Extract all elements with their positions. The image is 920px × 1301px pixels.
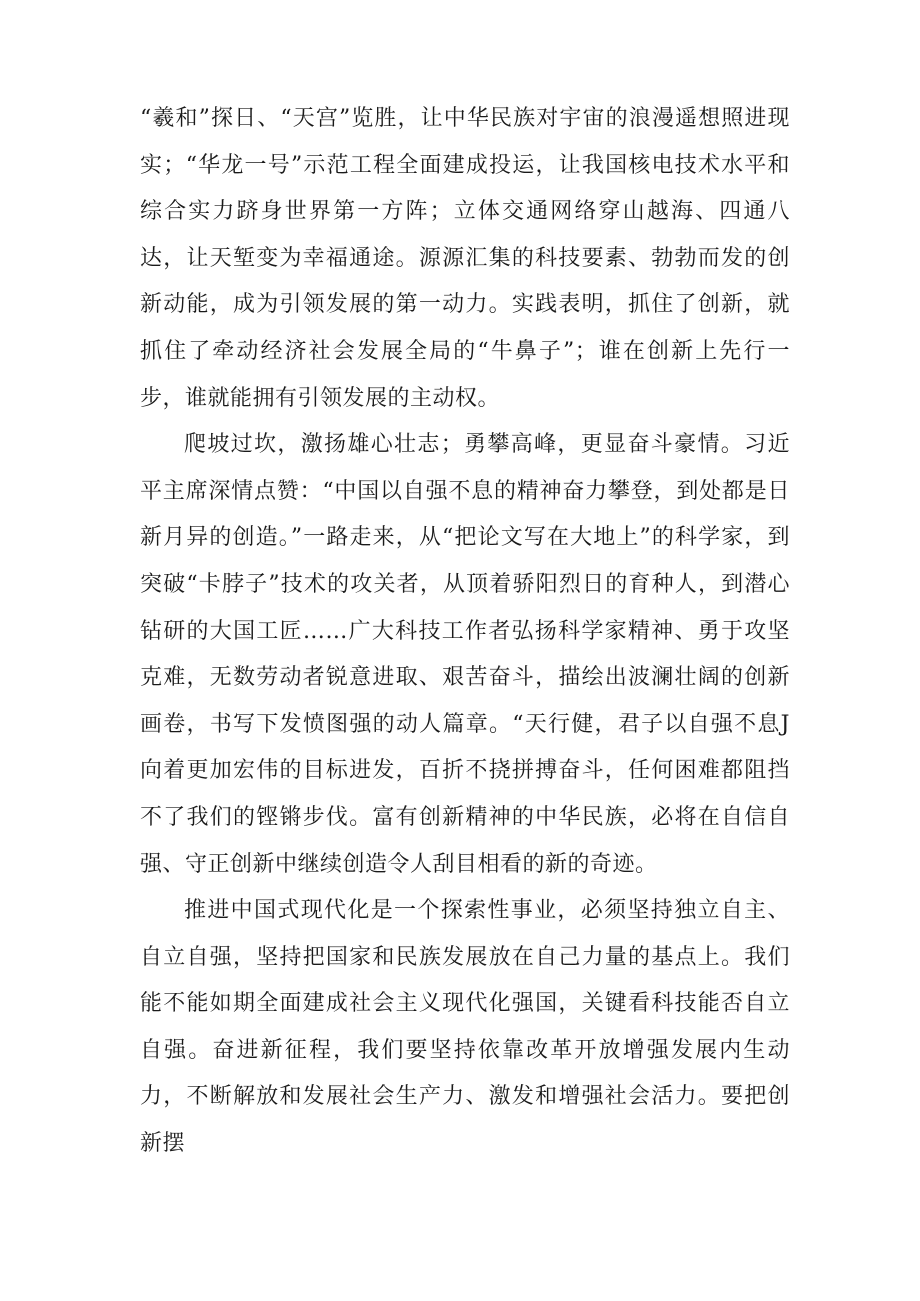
paragraph-2: 爬坡过坎，激扬雄心壮志；勇攀高峰，更显奋斗豪情。习近平主席深情点赞：“中国以自强不息的精神奋力攀登，到处都是日新月异的创造。”一路走来，从“把论文写在大地上”的科学家，到突破“卡脖子”技术的攻关者，从顶着骄阳烈日的育种人，到潜心钻研的大国工匠……广大科技工作者弘扬科学家精神、勇于攻坚克难，无数劳动者锐意进取、艰苦奋斗，描绘出波澜壮阔的创新画卷，书写下发愤图强的动人篇章。“天行健，君子以自强不息J向着更加宏伟的目标进发，百折不挠拼搏奋斗，任何困难都阻挡不了我们的铿锵步伐。富有创新精神的中华民族，必将在自信自强、守正创新中继续创造令人刮目相看的新的奇迹。: [140, 432, 790, 877]
document-page: [140, 96, 790, 1168]
paragraph-1: “羲和”探日、“天宫”览胜，让中华民族对宇宙的浪漫遥想照进现实；“华龙一号”示范工程全面建成投运，让我国核电技术水平和综合实力跻身世界第一方阵；立体交通网络穿山越海、四通八达，让天堑变为幸福通途。源源汇集的科技要素、勃勃而发的创新动能，成为引领发展的第一动力。实践表明，抓住了创新，就抓住了牵动经济社会发展全局的“牛鼻子”；谁在创新上先行一步，谁就能拥有引领发展的主动权。: [140, 106, 790, 411]
paragraph-3: 推进中国式现代化是一个探索性事业，必须坚持独立自主、自立自强，坚持把国家和民族发展放在自己力量的基点上。我们能不能如期全面建成社会主义现代化强国，关键看科技能否自立自强。奋进新征程，我们要坚持依靠改革开放增强发展内生动力，不断解放和发展社会生产力、激发和增强社会活力。要把创新摆: [140, 898, 790, 1157]
